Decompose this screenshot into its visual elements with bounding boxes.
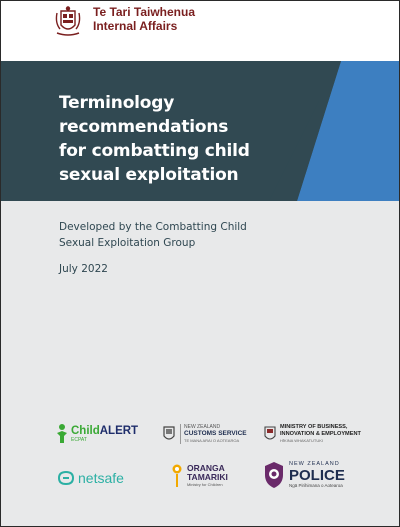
title-line: sexual exploitation	[59, 165, 239, 185]
mbie-logo	[263, 423, 373, 445]
organisation-name	[93, 5, 195, 33]
netsafe-logo	[57, 467, 137, 489]
title-line: for combatting child	[59, 141, 250, 161]
customs-service-logo	[161, 423, 253, 445]
customs-crest-icon	[161, 424, 177, 444]
police-line-name: POLICE	[289, 467, 345, 484]
childalert-word-child: Child	[71, 425, 100, 437]
child-figure-icon	[55, 423, 69, 445]
subtitle-line: Developed by the Combatting Child	[59, 221, 247, 233]
coat-of-arms-icon	[51, 5, 85, 39]
document-subtitle	[59, 219, 319, 251]
mbie-crest-icon	[263, 425, 277, 443]
subtitle-line: Sexual Exploitation Group	[59, 237, 196, 249]
oranga-tamariki-line-3: Ministry for Children	[187, 482, 223, 487]
document-title	[59, 91, 319, 187]
customs-line-country: NEW ZEALAND	[184, 424, 221, 430]
oranga-tamariki-line-1: ORANGA	[187, 463, 225, 473]
oranga-tamariki-line-2: TAMARIKI	[187, 472, 228, 482]
police-line-country: NEW ZEALAND	[289, 461, 340, 467]
police-badge-icon	[263, 461, 285, 489]
publication-date: July 2022	[59, 263, 108, 275]
mbie-line-maori: HĪKINA WHAKATUTUKI	[280, 438, 324, 443]
childalert-logo	[55, 421, 145, 447]
oranga-tamariki-logo	[171, 461, 251, 491]
title-line: Terminology	[59, 93, 175, 113]
childalert-word-alert: ALERT	[99, 425, 139, 437]
childalert-tagline: ECPAT	[71, 437, 87, 443]
organisation-name-english: Internal Affairs	[93, 19, 178, 33]
title-line: recommendations	[59, 117, 229, 137]
customs-line-maori: TE MANA ARAI O AOTEAROA	[184, 438, 240, 443]
organisation-name-maori: Te Tari Taiwhenua	[93, 5, 196, 19]
header	[1, 1, 399, 61]
oranga-tamariki-emblem-icon	[171, 463, 183, 489]
police-line-maori: Ngā Pirihimana o Aotearoa	[289, 483, 343, 488]
nz-police-logo	[263, 459, 373, 491]
netsafe-wordmark: netsafe	[78, 470, 124, 486]
customs-line-name: CUSTOMS SERVICE	[184, 430, 247, 437]
netsafe-emblem-icon	[57, 470, 75, 486]
mbie-line-1: MINISTRY OF BUSINESS,	[280, 424, 348, 430]
mbie-line-2: INNOVATION & EMPLOYMENT	[280, 431, 361, 437]
